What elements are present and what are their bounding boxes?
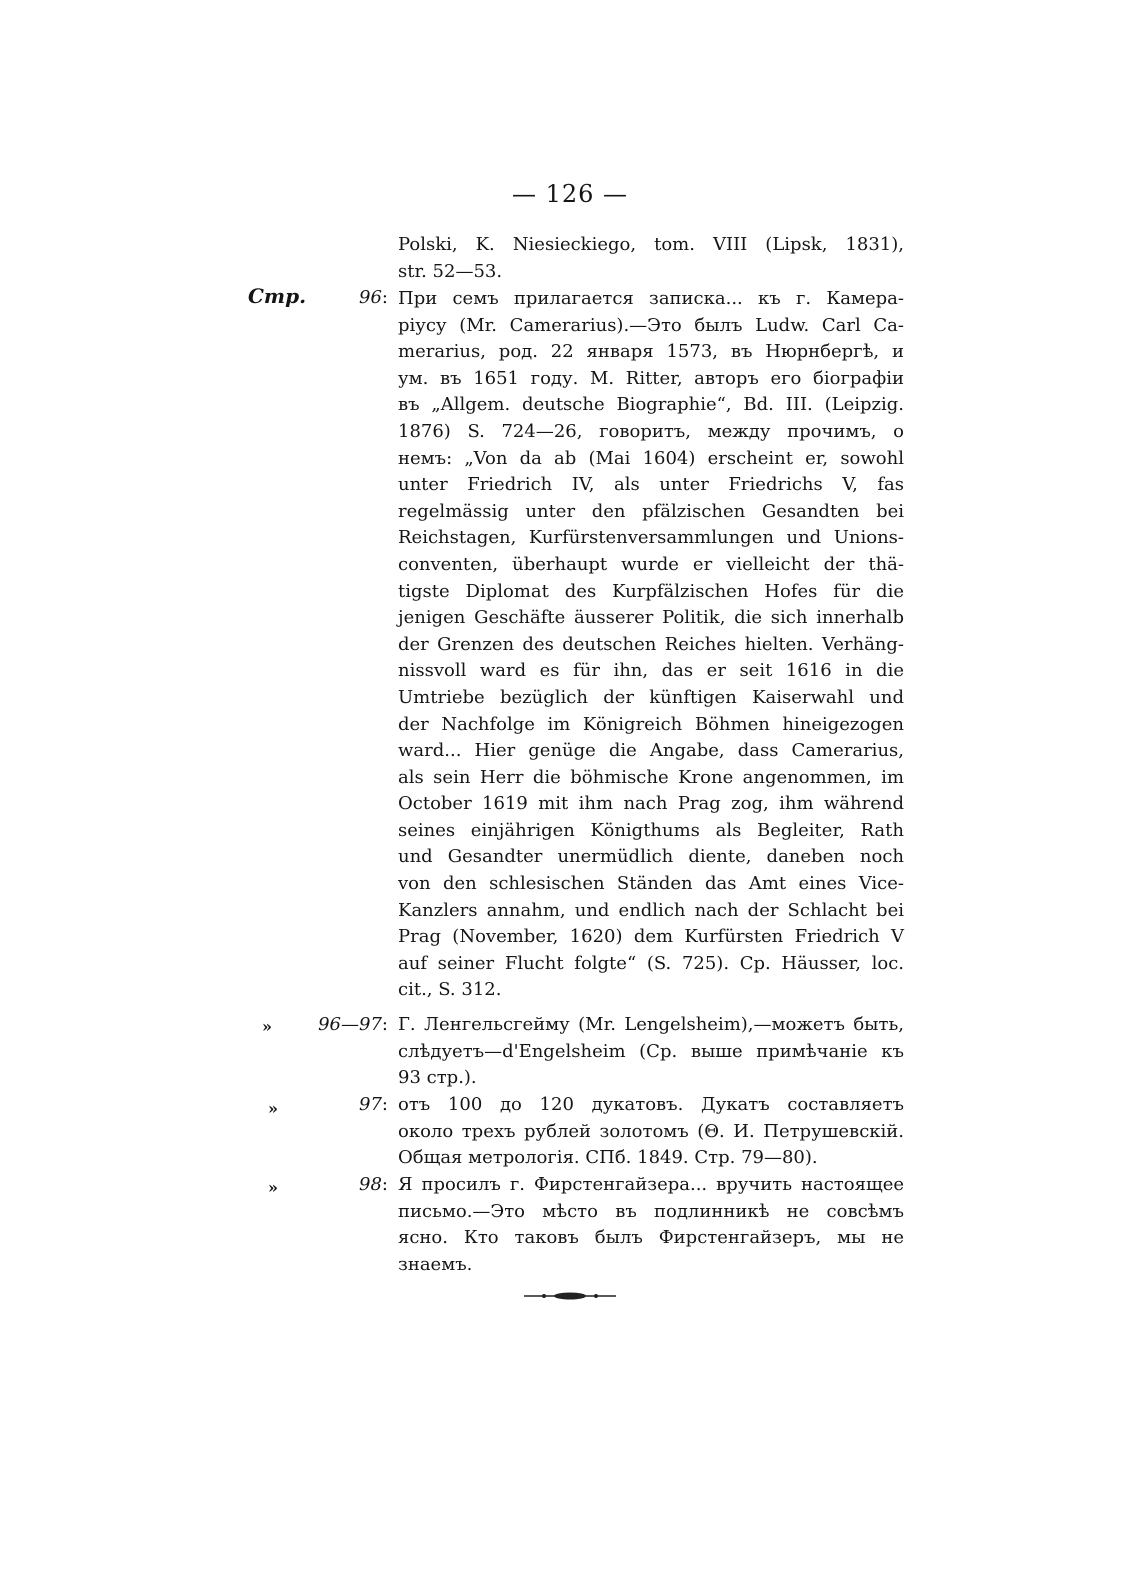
- text-line: und Gesandter unermüdlich diente, daneben noch: [398, 846, 904, 868]
- entry-ref-number: 96: [359, 287, 382, 308]
- text-line: cit., S. 312.: [398, 979, 502, 1001]
- footnote-entry: [398, 286, 904, 1004]
- footnote-entry: [398, 1172, 904, 1278]
- text-line: der Nachfolge im Königreich Böhmen hineigezogen: [398, 713, 904, 735]
- ditto-mark: »: [262, 1017, 272, 1036]
- text-line: 93 стр.).: [398, 1067, 477, 1089]
- text-line: письмо.—Это мѣсто въ подлинникѣ не совсѣмъ: [398, 1200, 904, 1222]
- text-line: слѣдуетъ—d'Engelsheim (Ср. выше примѣчанiе къ: [398, 1040, 904, 1062]
- ditto-mark: »: [268, 1099, 278, 1118]
- text-line: 1876) S. 724—26, говоритъ, между прочимъ, о: [398, 420, 904, 442]
- entry-ref-number: 96—97: [318, 1014, 382, 1035]
- entry-ref: 96:: [359, 287, 388, 308]
- entry-ref-number: 98: [359, 1174, 382, 1195]
- text-line: conventen, überhaupt wurde er vielleicht der thä-: [398, 553, 904, 575]
- text-line: nissvoll ward es für ihn, das er seit 1616 in die: [398, 660, 904, 682]
- text-line: Я просилъ г. Фирстенгайзера... вручить настоящее: [398, 1174, 904, 1195]
- text-line: regelmässig unter den pfälzischen Gesandten bei: [398, 500, 904, 522]
- intro-text: [398, 232, 904, 285]
- text-line: als sein Herr die böhmische Krone angenommen, im: [398, 766, 904, 788]
- text-line: немъ: „Von da ab (Mai 1604) erscheint er, sowohl: [398, 447, 904, 469]
- entry-ref: 98:: [359, 1174, 388, 1195]
- closing-ornament: [522, 1290, 618, 1302]
- entry-ref: 96—97:: [318, 1014, 388, 1035]
- text-line: Polski, K. Niesieckiego, tom. VIII (Lipsk, 1831),: [398, 234, 904, 255]
- text-line: Umtriebe bezüglich der künftigen Kaiserwahl und: [398, 686, 904, 708]
- text-line: Prag (November, 1620) dem Kurfürsten Friedrich V: [398, 926, 904, 948]
- text-line: рiусу (Mr. Camerarius).—Это былъ Ludw. Carl Ca-: [398, 314, 904, 336]
- text-line: der Grenzen des deutschen Reiches hielten. Verhäng-: [398, 633, 904, 655]
- text-line: unter Friedrich IV, als unter Friedrichs V, fas: [398, 474, 904, 496]
- text-line: ward... Hier genüge die Angabe, dass Camerarius,: [398, 740, 904, 762]
- text-line: Г. Ленгельсгейму (Mr. Lengelsheim),—можетъ быть,: [398, 1014, 904, 1035]
- text-line: ясно. Кто таковъ былъ Фирстенгайзеръ, мы не: [398, 1227, 904, 1249]
- text-line: merarius, род. 22 января 1573, въ Нюрнбергѣ, и: [398, 341, 904, 363]
- footnote-entry: [398, 1092, 904, 1172]
- page-number: — 126 —: [511, 180, 629, 208]
- text-line: auf seiner Flucht folgte“ (S. 725). Ср. Häusser, loc.: [398, 952, 904, 974]
- text-line: von den schlesischen Ständen das Amt eines Vice-: [398, 873, 904, 895]
- footnote-entry: [398, 1012, 904, 1092]
- margin-label: Стр.: [248, 284, 307, 308]
- text-line: Kanzlers annahm, und endlich nach der Schlacht bei: [398, 899, 904, 921]
- text-line: Reichstagen, Kurfürstenversammlungen und Unions-: [398, 527, 904, 549]
- text-line: Общая метрологiя. СПб. 1849. Стр. 79—80).: [398, 1147, 818, 1169]
- text-line: October 1619 mit ihm nach Prag zog, ihm während: [398, 793, 904, 815]
- ditto-mark: »: [268, 1178, 278, 1197]
- text-line: ум. въ 1651 году. M. Ritter, авторъ его бiографiи: [398, 367, 904, 389]
- text-line: около трехъ рублей золотомъ (Θ. И. Петрушевскiй.: [398, 1120, 904, 1142]
- text-line: При семъ прилагается записка... къ г. Камера-: [398, 288, 904, 309]
- text-line: jenigen Geschäfte äusserer Politik, die sich innerhalb: [398, 607, 904, 629]
- text-line: отъ 100 до 120 дукатовъ. Дукатъ составляетъ: [398, 1094, 904, 1115]
- ornament-graphic: [522, 1290, 618, 1302]
- text-line: str. 52—53.: [398, 260, 503, 282]
- text-line: seines einjährigen Königthums als Begleiter, Rath: [398, 819, 904, 841]
- text-line: въ „Allgem. deutsche Biographie“, Bd. III. (Leipzig.: [398, 394, 904, 416]
- text-line: знаемъ.: [398, 1253, 473, 1275]
- entry-ref: 97:: [359, 1094, 388, 1115]
- entry-ref-number: 97: [359, 1094, 382, 1115]
- text-line: tigste Diplomat des Kurpfälzischen Hofes für die: [398, 580, 904, 602]
